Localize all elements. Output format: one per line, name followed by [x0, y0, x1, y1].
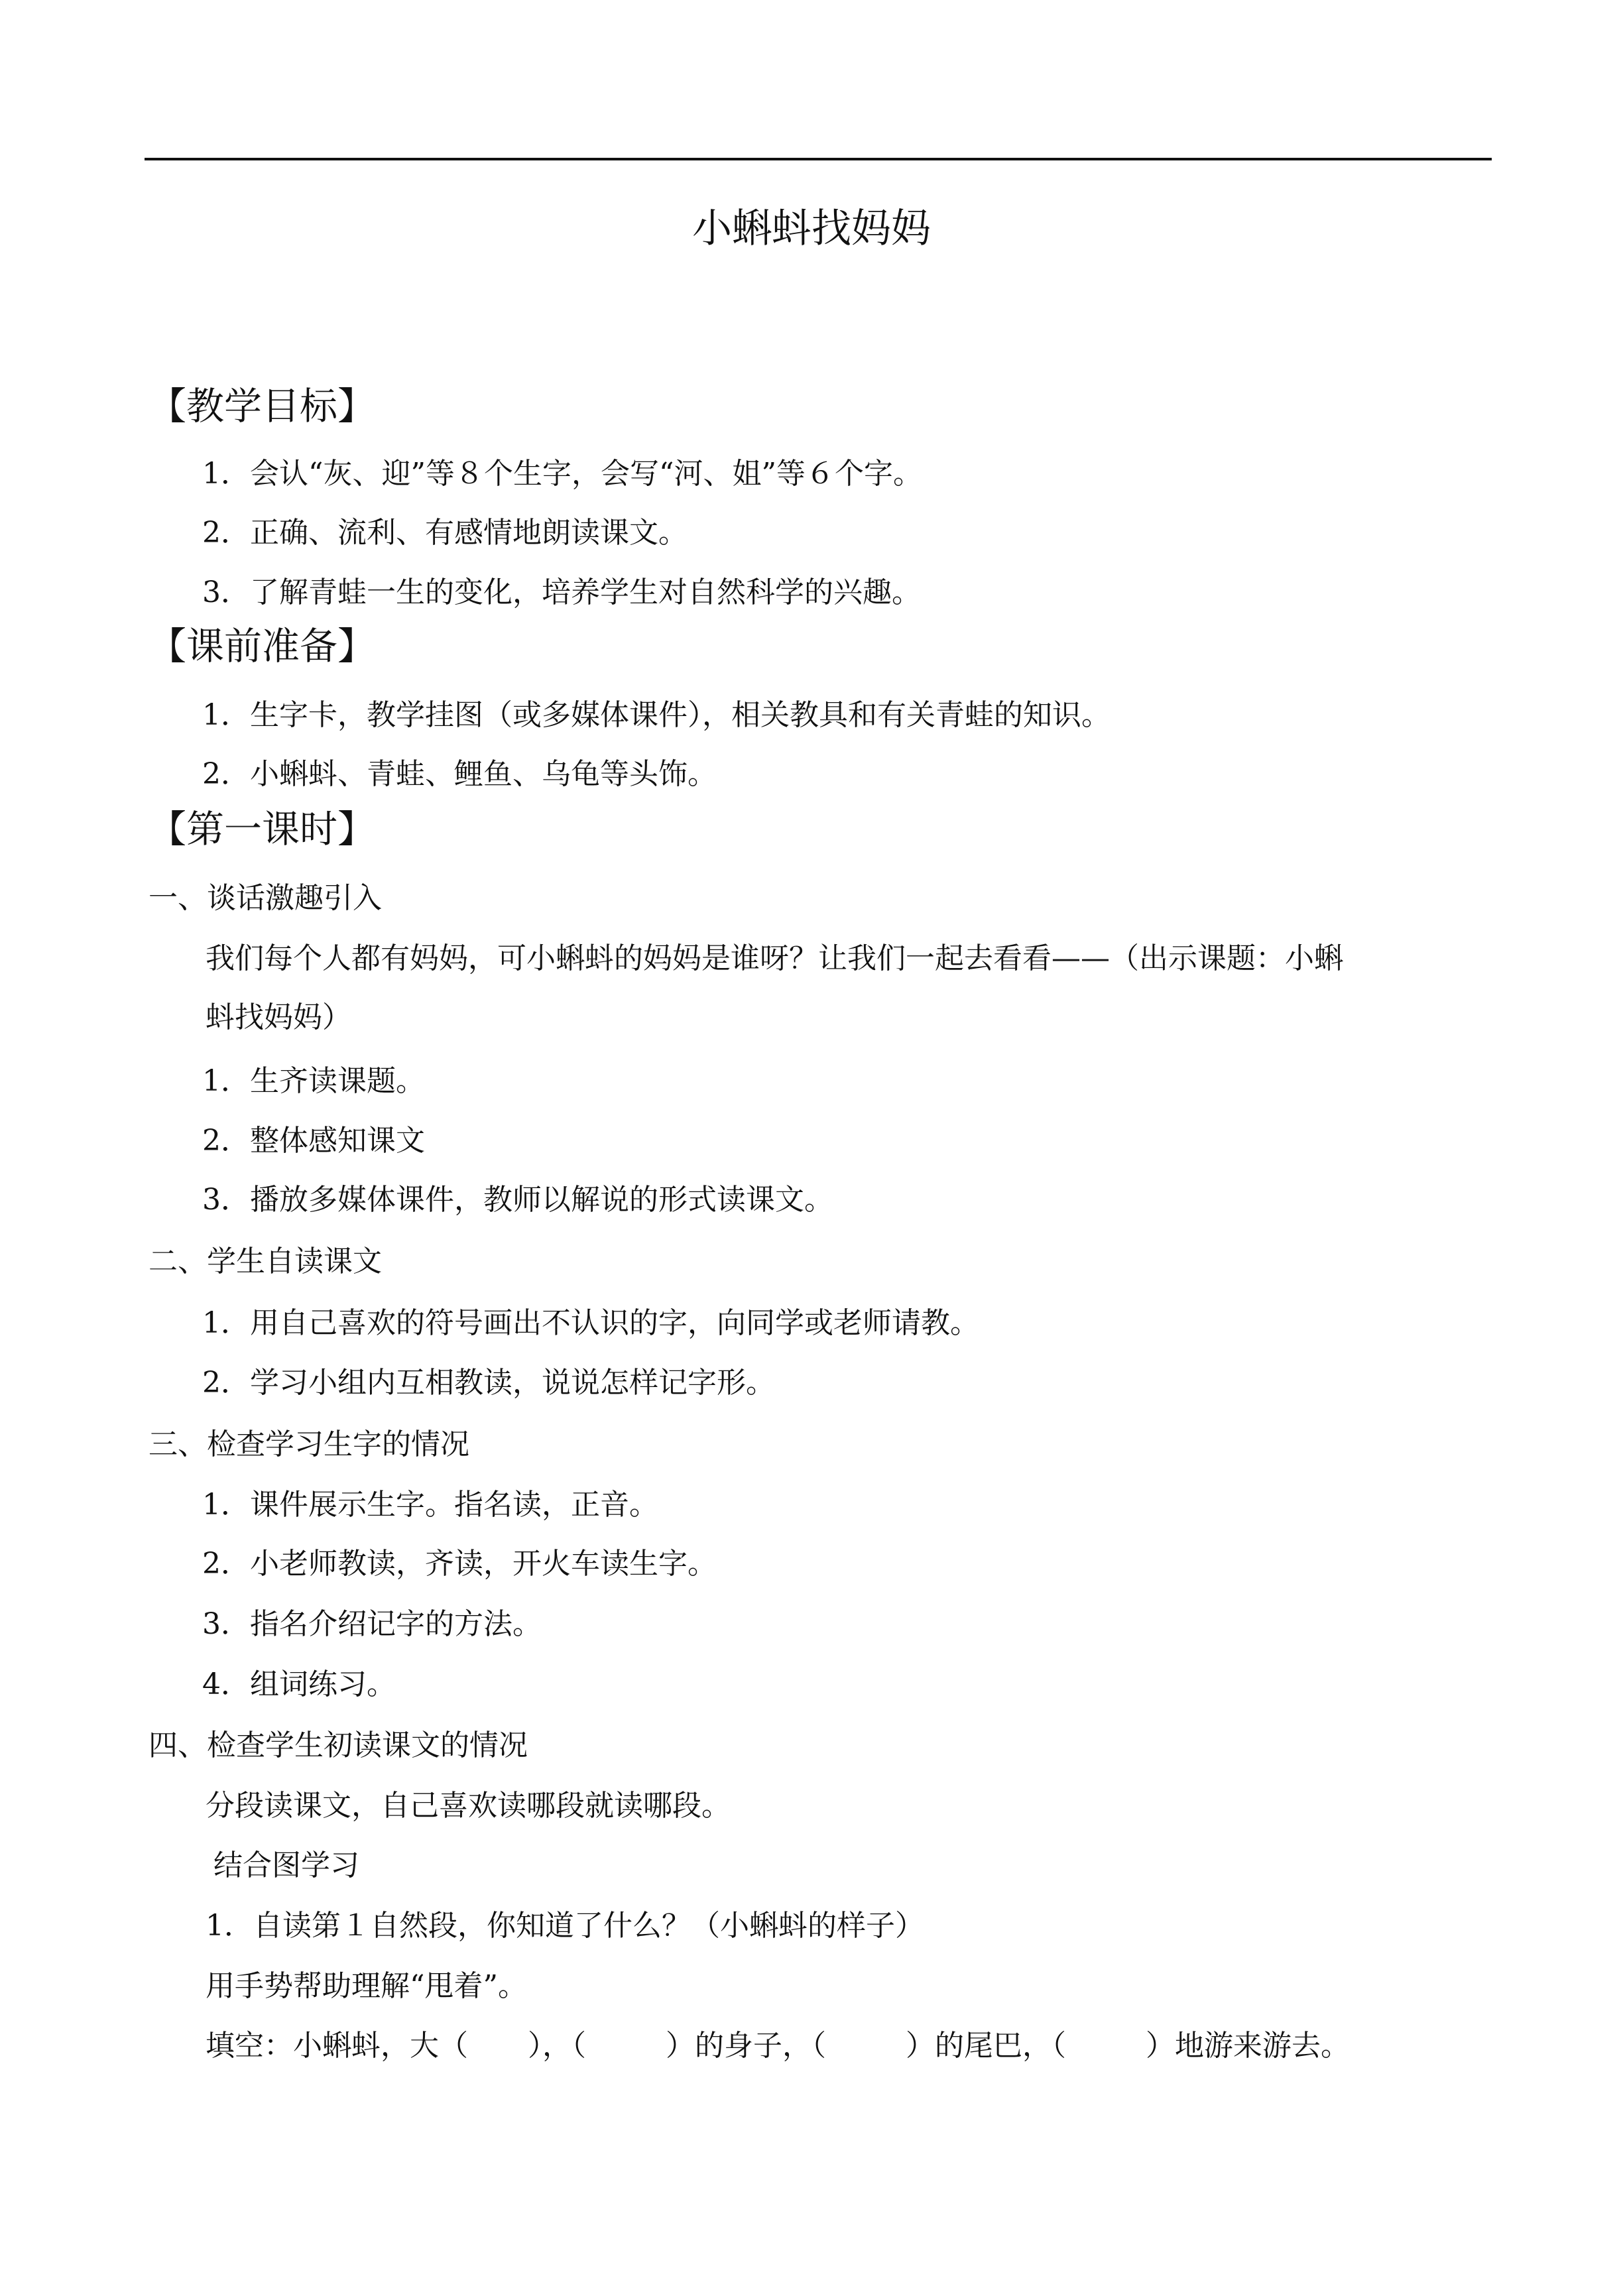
- part-title: 二、学生自读课文: [149, 1244, 382, 1278]
- subheading: 结合图学习: [213, 1848, 359, 1882]
- header-rule: [145, 158, 1492, 160]
- objective-item: 3．了解青蛙一生的变化，培养学生对自然科学的兴趣。: [202, 575, 921, 609]
- step-item: 1．自读第１自然段，你知道了什么？（小蝌蚪的样子）: [206, 1909, 924, 1943]
- step-item: 3．指名介绍记字的方法。: [202, 1607, 542, 1641]
- fill-label: 填空：小蝌蚪，大（: [206, 2029, 468, 2063]
- fill-segment: ）的尾巴，（: [906, 2029, 1066, 2063]
- section-heading-objectives: 【教学目标】: [149, 385, 375, 428]
- part-title: 一、谈话激趣引入: [149, 881, 382, 915]
- fill-segment: ），（: [528, 2029, 586, 2063]
- part-title: 四、检查学生初读课文的情况: [149, 1728, 528, 1762]
- step-item: 2．学习小组内互相教读，说说怎样记字形。: [202, 1366, 775, 1400]
- section-heading-lesson1: 【第一课时】: [149, 808, 375, 851]
- step-item: 2．整体感知课文: [202, 1124, 425, 1158]
- step-item: 3．播放多媒体课件，教师以解说的形式读课文。: [202, 1183, 833, 1217]
- fill-segment: ）的身子，（: [666, 2029, 826, 2063]
- objective-item: 1．会认“灰、迎”等８个生字，会写“河、姐”等６个字。: [202, 457, 922, 491]
- step-item: 1．用自己喜欢的符号画出不认识的字，向同学或老师请教。: [202, 1306, 979, 1340]
- section-heading-preparation: 【课前准备】: [149, 625, 375, 668]
- preparation-item: 1．生字卡，教学挂图（或多媒体课件），相关教具和有关青蛙的知识。: [202, 698, 1111, 732]
- fill-segment: ）地游来游去。: [1146, 2029, 1350, 2063]
- step-item: 1．课件展示生字。指名读，正音。: [202, 1488, 658, 1522]
- intro-paragraph-line: 蚪找妈妈）: [206, 1000, 351, 1034]
- part-title: 三、检查学习生字的情况: [149, 1427, 469, 1461]
- fill-in-blank-line: [206, 2026, 1350, 2066]
- step-item: 4．组词练习。: [202, 1667, 396, 1701]
- objective-item: 2．正确、流利、有感情地朗读课文。: [202, 516, 688, 550]
- step-item: 2．小老师教读，齐读，开火车读生字。: [202, 1547, 717, 1581]
- intro-paragraph-line: 我们每个人都有妈妈，可小蝌蚪的妈妈是谁呀？让我们一起去看看——（出示课题：小蝌: [206, 941, 1343, 975]
- paragraph: 分段读课文，自己喜欢读哪段就读哪段。: [206, 1789, 731, 1823]
- step-item: 1．生齐读课题。: [202, 1064, 425, 1098]
- preparation-item: 2．小蝌蚪、青蛙、鲤鱼、乌龟等头饰。: [202, 757, 717, 791]
- document-title: 小蝌蚪找妈妈: [692, 206, 931, 252]
- paragraph: 用手势帮助理解“甩着”。: [206, 1969, 527, 2003]
